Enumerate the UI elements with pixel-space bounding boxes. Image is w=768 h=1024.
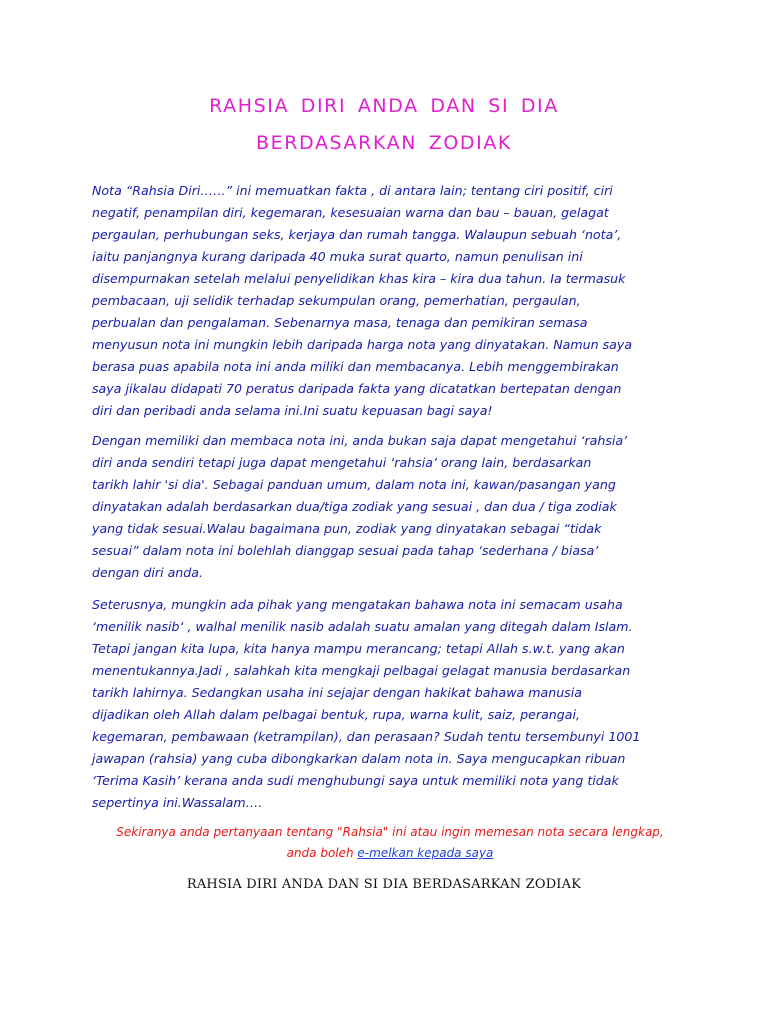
- document-title-line-1: RAHSIA DIRI ANDA DAN SI DIA: [209, 95, 559, 117]
- paragraph-benefits: [92, 430, 692, 584]
- paragraph-intro: [92, 180, 692, 422]
- paragraph-line: menyusun nota ini mungkin lebih daripada harga nota yang dinyatakan. Namun saya: [92, 337, 633, 352]
- paragraph-line: diri anda sendiri tetapi juga dapat mengetahui ‘rahsia’ orang lain, berdasarkan: [92, 455, 592, 470]
- contact-line-1: Sekiranya anda pertanyaan tentang "Rahsia" ini atau ingin memesan nota secara lengkap,: [116, 825, 664, 839]
- paragraph-line: diri dan peribadi anda selama ini.Ini suatu kepuasan bagi saya!: [92, 403, 493, 418]
- paragraph-line: sesuai” dalam nota ini bolehlah dianggap sesuai pada tahap ‘sederhana / biasa’: [92, 543, 599, 558]
- contact-line-2: [80, 843, 700, 864]
- paragraph-line: jawapan (rahsia) yang cuba dibongkarkan dalam nota in. Saya mengucapkan ribuan: [92, 751, 626, 766]
- document-title-line-2: BERDASARKAN ZODIAK: [256, 132, 512, 154]
- contact-note: [80, 822, 700, 864]
- paragraph-line: tarikh lahirnya. Sedangkan usaha ini sejajar dengan hakikat bahawa manusia: [92, 685, 582, 700]
- email-link[interactable]: e-melkan kepada saya: [357, 846, 494, 860]
- paragraph-line: Seterusnya, mungkin ada pihak yang mengatakan bahawa nota ini semacam usaha: [92, 597, 623, 612]
- paragraph-line: pergaulan, perhubungan seks, kerjaya dan rumah tangga. Walaupun sebuah ‘nota’,: [92, 227, 622, 242]
- paragraph-line: ‘menilik nasib‘ , walhal menilik nasib adalah suatu amalan yang ditegah dalam Islam.: [92, 619, 633, 634]
- paragraph-line: disempurnakan setelah melalui penyelidikan khas kira – kira dua tahun. Ia termasuk: [92, 271, 626, 286]
- paragraph-line: sepertinya ini.Wassalam….: [92, 795, 263, 810]
- footer-title: RAHSIA DIRI ANDA DAN SI DIA BERDASARKAN ZODIAK: [186, 877, 582, 892]
- paragraph-line: Dengan memiliki dan membaca nota ini, anda bukan saja dapat mengetahui ‘rahsia’: [92, 433, 628, 448]
- paragraph-line: dengan diri anda.: [92, 565, 204, 580]
- paragraph-line: Nota “Rahsia Diri……” ini memuatkan fakta , di antara lain; tentang ciri positif, ciri: [92, 183, 613, 198]
- paragraph-line: perbualan dan pengalaman. Sebenarnya masa, tenaga dan pemikiran semasa: [92, 315, 588, 330]
- paragraph-line: dinyatakan adalah berdasarkan dua/tiga zodiak yang sesuai , dan dua / tiga zodiak: [92, 499, 617, 514]
- paragraph-line: iaitu panjangnya kurang daripada 40 muka surat quarto, namun penulisan ini: [92, 249, 583, 264]
- paragraph-closing: [92, 594, 692, 814]
- paragraph-line: negatif, penampilan diri, kegemaran, kesesuaian warna dan bau – bauan, gelagat: [92, 205, 609, 220]
- paragraph-line: yang tidak sesuai.Walau bagaimana pun, zodiak yang dinyatakan sebagai “tidak: [92, 521, 602, 536]
- paragraph-line: pembacaan, uji selidik terhadap sekumpulan orang, pemerhatian, pergaulan,: [92, 293, 581, 308]
- paragraph-line: dijadikan oleh Allah dalam pelbagai bentuk, rupa, warna kulit, saiz, perangai,: [92, 707, 580, 722]
- paragraph-line: tarikh lahir 'si dia'. Sebagai panduan umum, dalam nota ini, kawan/pasangan yang: [92, 477, 616, 492]
- paragraph-line: kegemaran, pembawaan (ketrampilan), dan perasaan? Sudah tentu tersembunyi 1001: [92, 729, 641, 744]
- paragraph-line: saya jikalau didapati 70 peratus daripada fakta yang dicatatkan bertepatan dengan: [92, 381, 622, 396]
- paragraph-line: berasa puas apabila nota ini anda miliki dan membacanya. Lebih menggembirakan: [92, 359, 619, 374]
- paragraph-line: menentukannya.Jadi , salahkah kita mengkaji pelbagai gelagat manusia berdasarkan: [92, 663, 631, 678]
- paragraph-line: ‘Terima Kasih’ kerana anda sudi menghubungi saya untuk memiliki nota yang tidak: [92, 773, 619, 788]
- paragraph-line: Tetapi jangan kita lupa, kita hanya mampu merancang; tetapi Allah s.w.t. yang akan: [92, 641, 625, 656]
- contact-prefix: anda boleh: [286, 846, 358, 860]
